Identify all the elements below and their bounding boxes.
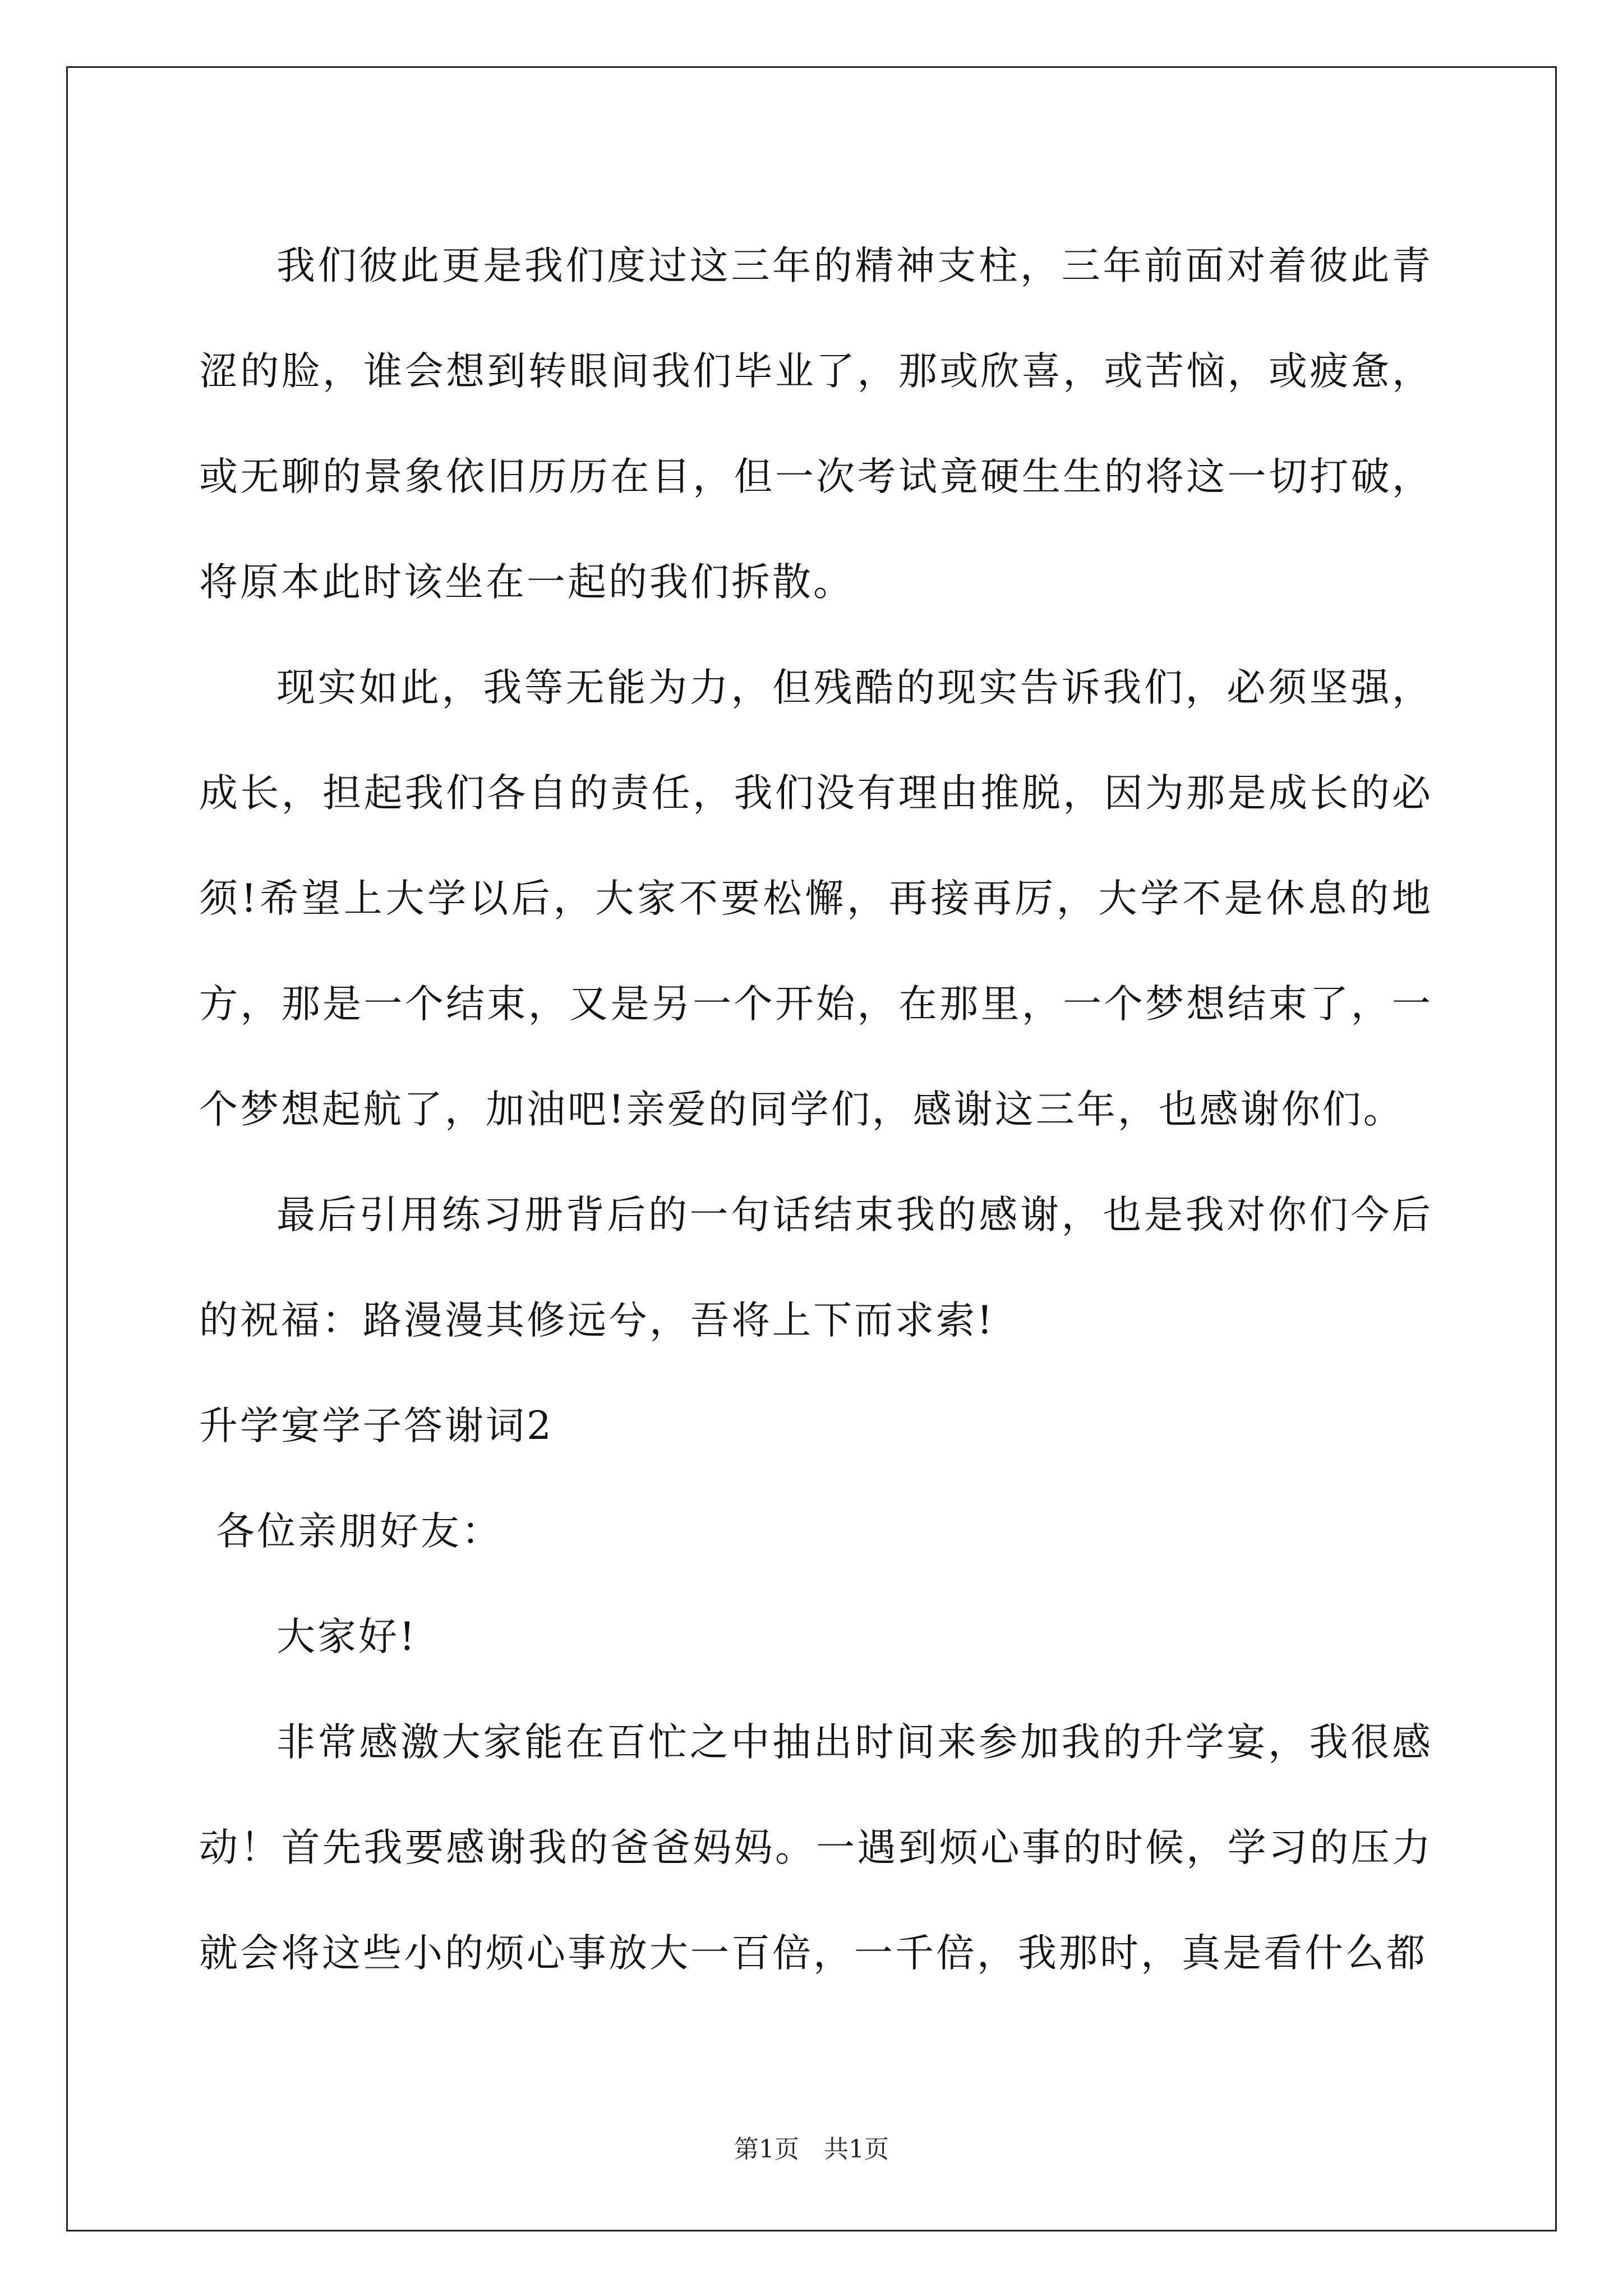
paragraph-4: 非常感激大家能在百忙之中抽出时间来参加我的升学宴，我很感动！首先我要感谢我的爸爸妈妈。一遇到烦心事的时候，学习的压力就会将这些小的烦心事放大一百倍，一千倍，我那时，真是看什么都: [199, 1720, 1433, 1976]
paragraph-3: 最后引用练习册背后的一句话结束我的感谢，也是我对你们今后的祝福：路漫漫其修远兮，吾将上下而求索!: [199, 1193, 1433, 1343]
document-body: [199, 213, 1433, 2006]
greeting: 大家好!: [276, 1614, 417, 1659]
paragraph-1: 我们彼此更是我们度过这三年的精神支柱，三年前面对着彼此青涩的脸，谁会想到转眼间我们毕业了，那或欣喜，或苦恼，或疲惫，或无聊的景象依旧历历在目，但一次考试竟硬生生的将这一切打破，将原本此时该坐在一起的我们拆散。: [199, 243, 1433, 605]
section-title: 升学宴学子答谢词2: [199, 1404, 554, 1448]
paragraph-2: 现实如此，我等无能为力，但残酷的现实告诉我们，必须坚强，成长，担起我们各自的责任，我们没有理由推脱，因为那是成长的必须!希望上大学以后，大家不要松懈，再接再厉，大学不是休息的地方，那是一个结束，又是另一个开始，在那里，一个梦想结束了，一个梦想起航了，加油吧!亲爱的同学们，感谢这三年，也感谢你们。: [199, 665, 1433, 1132]
page-number-footer: 第1页 共1页: [734, 2135, 889, 2164]
salutation: 各位亲朋好友：: [216, 1509, 502, 1554]
